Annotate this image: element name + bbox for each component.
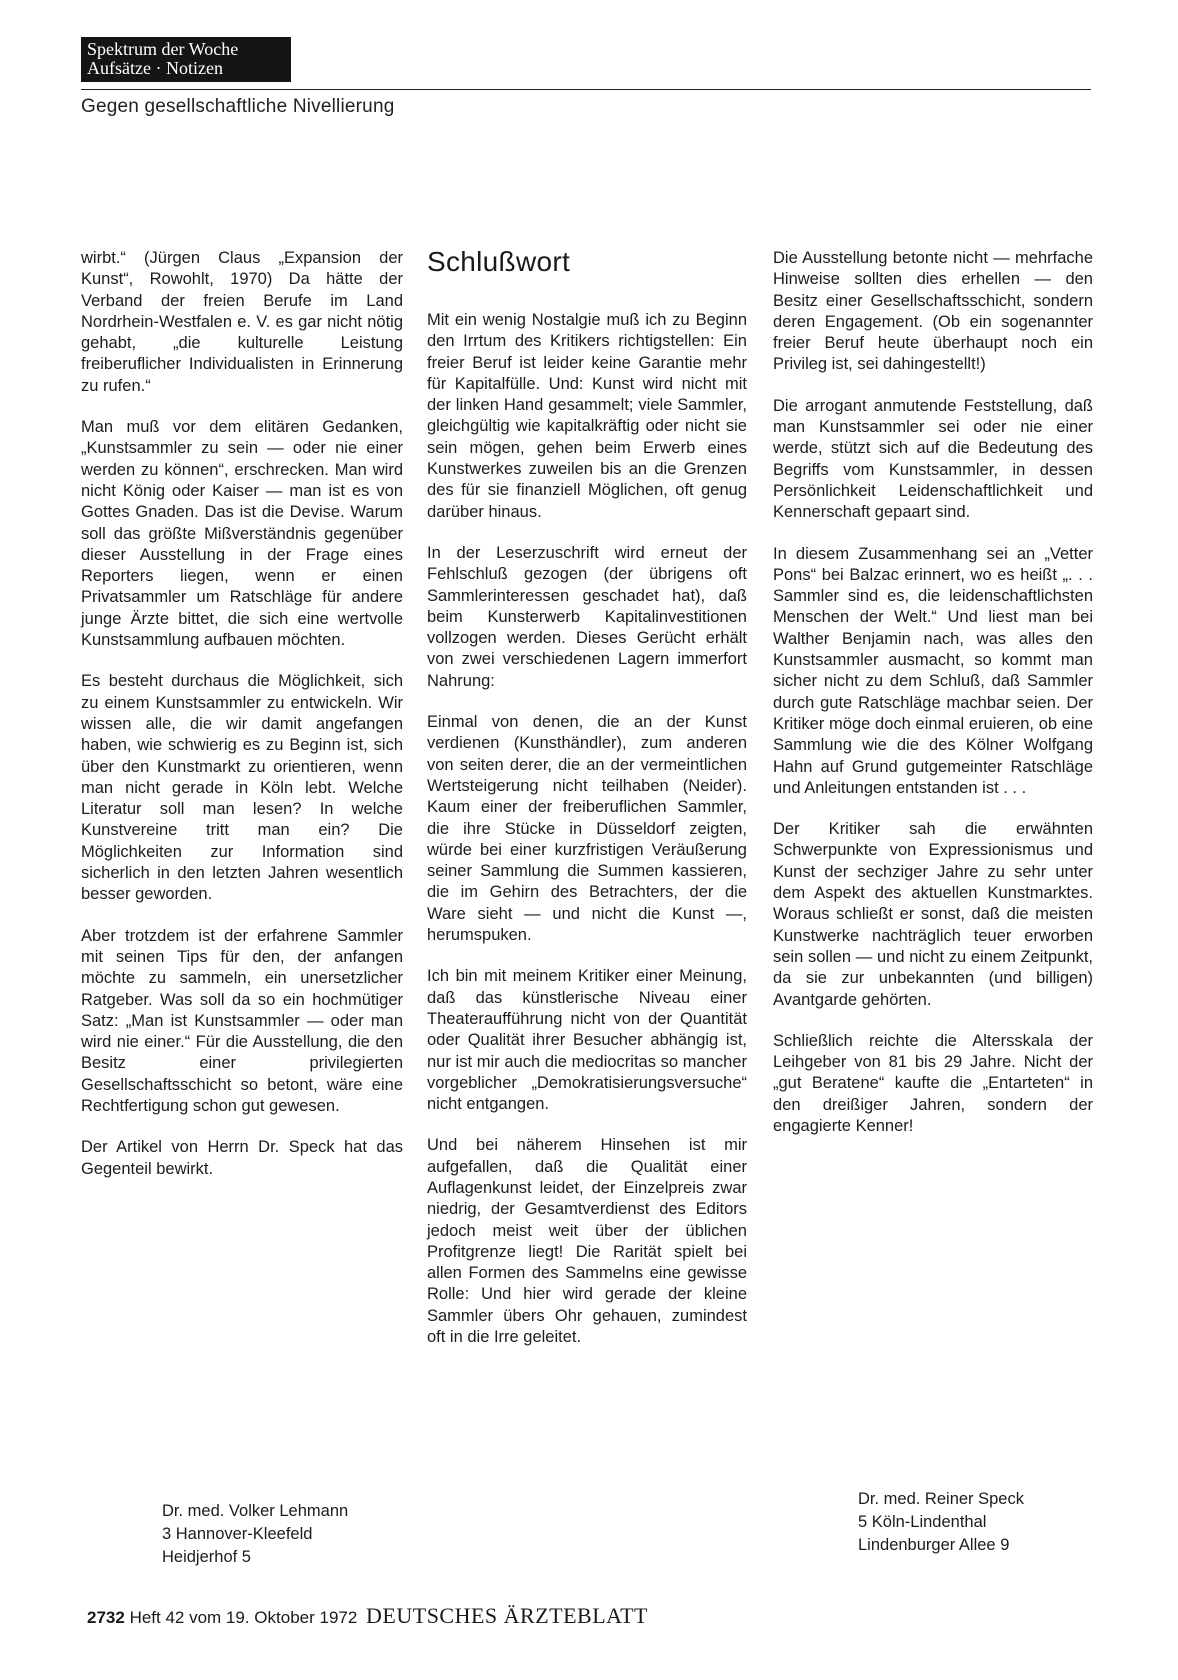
paragraph: wirbt.“ (Jürgen Claus „Expansion der Kunst“, Rowohlt, 1970) Da hätte der Verband der freien Berufe im Land Nordrhein-Westfalen e. V. es gar nicht nötig gehabt, „die kulturelle Leistung freiberuflicher Individualisten in Erinnerung zu rufen.“ — [81, 249, 403, 395]
paragraph: In diesem Zusammenhang sei an „Vetter Pons“ bei Balzac erinnert, wo es heißt „. . . Sammler sind es, die leidenschaftlichsten Menschen der Welt.“ Und liest man bei Walther Benjamin nach, was alles den Kunstsammler ausmacht, so kommt man sicher nicht zu dem Schluß, daß Sammler durch gute Ratschläge machbar seien. Der Kritiker möge doch einmal eruieren, ob eine Sammlung wie die des Kölner Wolfgang Hahn auf Grund gutgemeinter Ratschläge und Anleitungen entstanden ist . . . — [773, 544, 1093, 797]
issue-info: Heft 42 vom 19. Oktober 1972 — [129, 1608, 358, 1627]
paragraph: Einmal von denen, die an der Kunst verdienen (Kunsthändler), zum anderen von seiten derer, die an der vermeintlichen Wertsteigerung nicht teilhaben (Neider). Kaum einer der freiberuflichen Sammler, die ihre Stücke in Düsseldorf zeigten, würde bei einer kurzfristigen Veräußerung seiner Sammlung die Summen kassieren, die im Gehirn des Betrachters, der die Ware sieht — und nicht die Kunst —, herumspuken. — [427, 713, 747, 945]
paragraph: Der Artikel von Herrn Dr. Speck hat das Gegenteil bewirkt. — [81, 1138, 403, 1178]
signature-line: Dr. med. Reiner Speck — [858, 1490, 1024, 1508]
section-label-line2: Aufsätze · Notizen — [87, 58, 223, 78]
page-footer — [87, 1603, 648, 1629]
paragraph: Und bei näherem Hinsehen ist mir aufgefallen, daß die Qualität einer Auflagenkunst leidet, der Einzelpreis zwar niedrig, der Gesamtverdienst des Editors jedoch meist weit über der üblichen Profitgrenze liegt! Die Rarität spielt bei allen Formen des Sammelns eine gewisse Rolle: Und hier wird gerade der kleine Sammler übers Ohr gehauen, zumindest oft in die Irre geleitet. — [427, 1136, 747, 1347]
signature-line: Lindenburger Allee 9 — [858, 1536, 1010, 1554]
signature-line: Heidjerhof 5 — [162, 1548, 251, 1566]
page-number: 2732 — [87, 1608, 125, 1627]
paragraph: Die Ausstellung betonte nicht — mehrfache Hinweise sollten dies erhellen — den Besitz einer Gesellschaftsschicht, sondern deren Engagement. (Ob ein sogenannter freier Beruf heute überhaupt noch ein Privileg ist, sei dahingestellt!) — [773, 249, 1093, 374]
article-heading: Schlußwort — [427, 246, 571, 277]
signature-speck — [858, 1488, 1024, 1557]
signature-line: 3 Hannover-Kleefeld — [162, 1525, 313, 1543]
paragraph: Die arrogant anmutende Feststellung, daß man Kunstsammler sei oder nie einer werde, stützt sich auf die Bedeutung des Begriffs vom Kunstsammler, in dessen Persönlichkeit Leidenschaftlichkeit und Kennerschaft gepaart sind. — [773, 396, 1093, 522]
column-middle — [427, 310, 747, 1368]
header-rule — [81, 89, 1091, 90]
column-right — [773, 248, 1093, 1157]
paragraph: Der Kritiker sah die erwähnten Schwerpunkte von Expressionismus und Kunst der sechziger Jahre zu sehr unter dem Aspekt des aktuellen Kunstmarktes. Woraus schließt er sonst, daß die meisten Kunstwerke nachträglich teuer erworben sein sollen — und nicht zu einem Zeitpunkt, da sie zur unbekannten (und billigen) Avantgarde gehörten. — [773, 820, 1093, 1009]
signature-lehmann — [162, 1500, 348, 1569]
paragraph: Man muß vor dem elitären Gedanken, „Kunstsammler zu sein — oder nie einer werden zu können“, erschrecken. Man wird nicht König oder Kaiser — man ist es von Gottes Gnaden. Das ist die Devise. Warum soll das größte Mißverständnis gegenüber dieser Ausstellung in der Frage eines Reporters liegen, wenn er einen Privatsammler um Ratschläge für andere junge Ärzte bittet, die sich eine wertvolle Kunstsammlung aufbauen möchten. — [81, 418, 403, 650]
section-label-line1: Spektrum der Woche — [87, 39, 239, 59]
column-left — [81, 248, 403, 1200]
signature-line: 5 Köln-Lindenthal — [858, 1513, 987, 1531]
page-subtitle: Gegen gesellschaftliche Nivellierung — [81, 96, 395, 117]
paragraph: Schließlich reichte die Altersskala der Leihgeber von 81 bis 29 Jahre. Nicht der „gut Beratene“ kaufte die „Entarteten“ in den dreißiger Jahren, sondern der engagierte Kenner! — [773, 1031, 1093, 1135]
journal-name: DEUTSCHES ÄRZTEBLATT — [366, 1603, 648, 1628]
paragraph: Aber trotzdem ist der erfahrene Sammler mit seinen Tips für den, der anfangen möchte zu sammeln, ein unersetzlicher Ratgeber. Was soll da so ein hochmütiger Satz: „Man ist Kunstsammler — oder man wird nie einer.“ Für die Ausstellung, die den Besitz einer privilegierten Gesellschaftsschicht so betont, wäre eine Rechtfertigung schon gut gewesen. — [81, 926, 403, 1115]
signature-line: Dr. med. Volker Lehmann — [162, 1502, 349, 1520]
paragraph: In der Leserzuschrift wird erneut der Fehlschluß gezogen (der übrigens oft Sammlerinteressen geschadet hat), daß beim Kunsterwerb Kapitalinvestitionen vollzogen werden. Dieses Gerücht erhält von zwei verschiedenen Lagern immerfort Nahrung: — [427, 543, 747, 690]
paragraph: Es besteht durchaus die Möglichkeit, sich zu einem Kunstsammler zu entwickeln. Wir wissen alle, die wir damit angefangen haben, wie schwierig es zu Beginn ist, sich über den Kunstmarkt zu orientieren, wenn man nicht gerade in Köln lebt. Welche Literatur soll man lesen? In welche Kunstvereine tritt man ein? Die Möglichkeiten zur Information sind sicherlich in den letzten Jahren wesentlich besser geworden. — [81, 672, 403, 904]
paragraph: Mit ein wenig Nostalgie muß ich zu Beginn den Irrtum des Kritikers richtigstellen: Ein freier Beruf ist leider keine Garantie mehr für Kapitalfülle. Und: Kunst wird nicht mit der linken Hand gesammelt; viele Sammler, gleichgültig wie kapitalkräftig oder nicht sie sein mögen, gehen beim Erwerb eines Kunstwerkes zuweilen bis an die Grenzen des für sie finanziell Möglichen, oft genug darüber hinaus. — [427, 311, 747, 521]
paragraph: Ich bin mit meinem Kritiker einer Meinung, daß das künstlerische Niveau einer Theateraufführung nicht von der Quantität oder Qualität ihrer Besucher abhängig ist, nur ist mir auch die mediocritas so mancher vorgeblicher „Demokratisierungsversuche“ nicht entgangen. — [427, 967, 747, 1114]
section-label — [81, 37, 291, 82]
